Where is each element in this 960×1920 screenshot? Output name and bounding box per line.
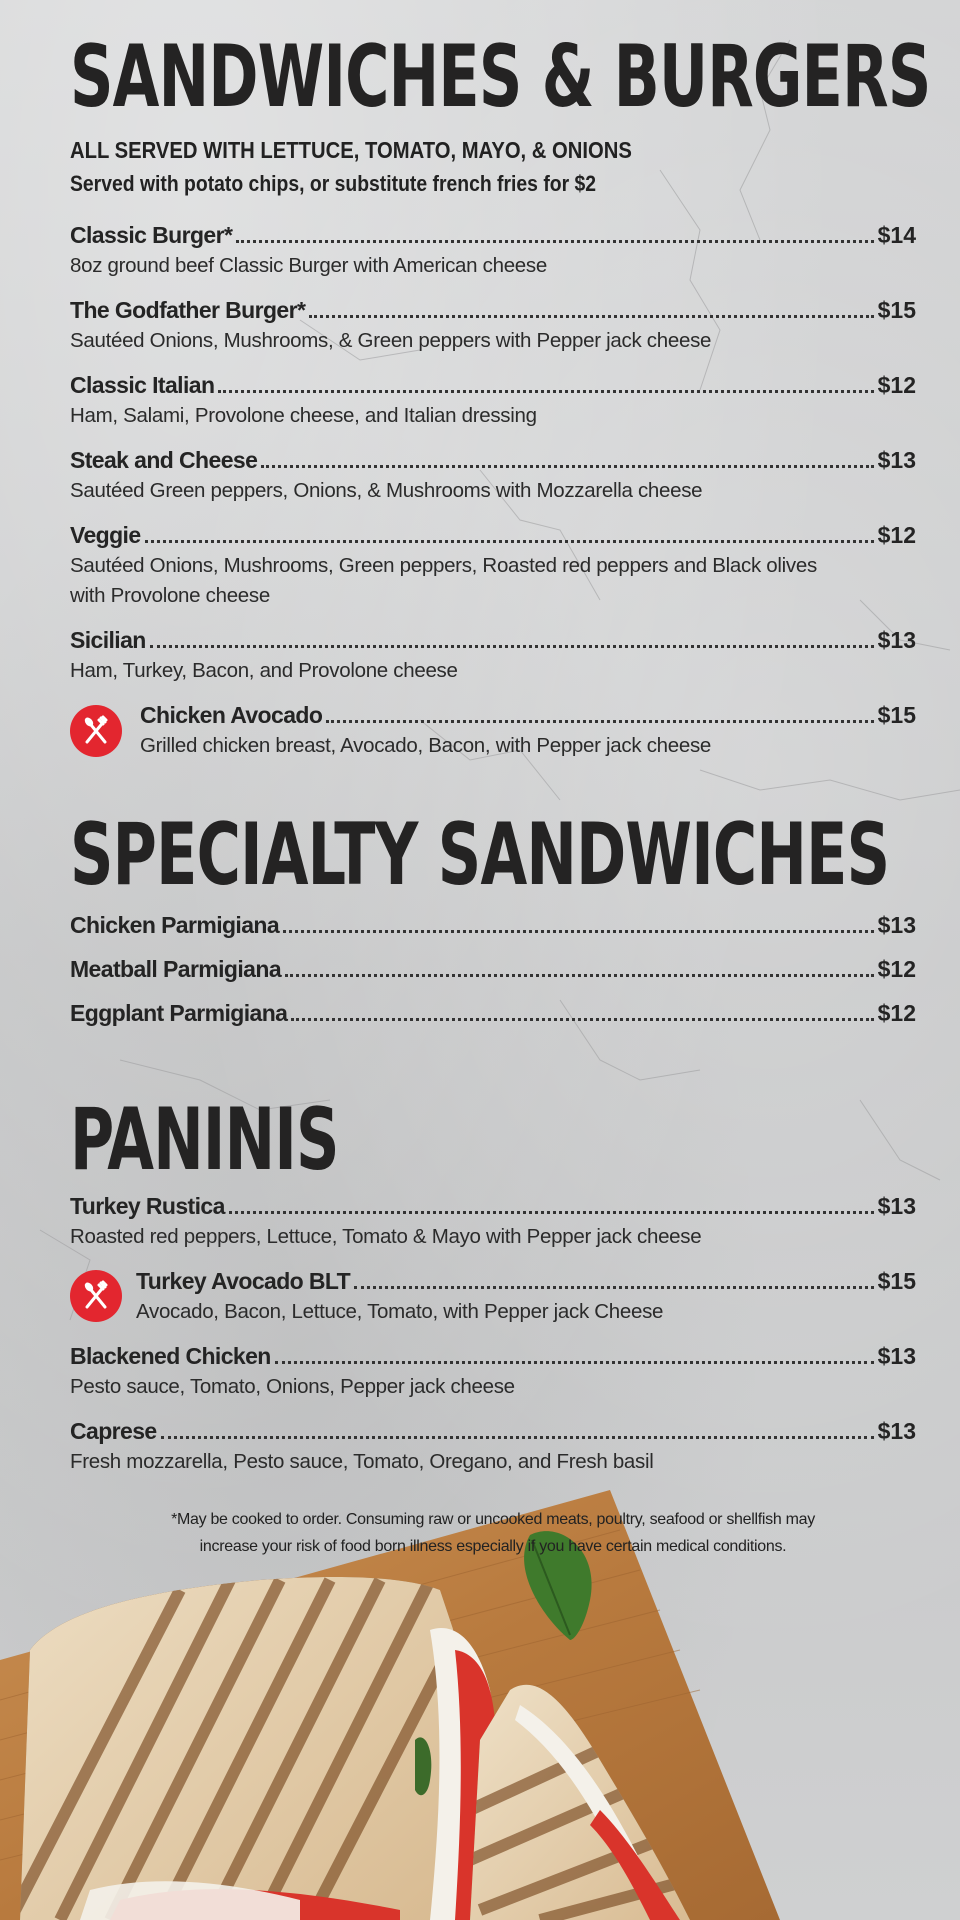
item-price: $12 (877, 522, 916, 548)
fork-knife-icon (70, 1270, 122, 1322)
item-price: $13 (877, 1343, 916, 1369)
item-name: Caprese (70, 1418, 157, 1444)
menu-item (70, 956, 916, 983)
section-subtitle-sides: Served with potato chips, or substitute french fries for $2 (70, 171, 597, 196)
item-description: Ham, Turkey, Bacon, and Provolone cheese (70, 659, 458, 682)
item-description: 8oz ground beef Classic Burger with American cheese (70, 254, 547, 277)
dot-leader (150, 645, 874, 648)
section-title-specialty: SPECIALTY SANDWICHES (70, 805, 890, 905)
item-description: Sautéed Onions, Mushrooms, & Green peppers with Pepper jack cheese (70, 329, 712, 352)
section-title-paninis: PANINIS (70, 1090, 339, 1190)
item-price: $13 (877, 447, 916, 473)
menu-item (70, 1343, 916, 1402)
item-description: Sautéed Onions, Mushrooms, Green peppers, Roasted red peppers and Black olives (70, 554, 817, 577)
item-name: Veggie (70, 522, 141, 548)
menu-item (70, 627, 916, 686)
dot-leader (283, 930, 874, 933)
food-safety-footnote (70, 1506, 916, 1560)
menu-item (70, 522, 916, 611)
item-name: Steak and Cheese (70, 447, 258, 473)
dot-leader (309, 315, 873, 318)
item-description: Pesto sauce, Tomato, Onions, Pepper jack cheese (70, 1375, 515, 1398)
menu-item (70, 372, 916, 431)
item-name: Eggplant Parmigiana (70, 1000, 288, 1026)
item-name: Classic Italian (70, 372, 215, 398)
item-name: The Godfather Burger* (70, 297, 306, 323)
dot-leader (218, 390, 873, 393)
dot-leader (275, 1361, 874, 1364)
menu-item (70, 1193, 916, 1252)
footnote-line-2: increase your risk of food born illness especially if you have certain medical conditions. (199, 1538, 787, 1555)
dot-leader (229, 1211, 874, 1214)
item-price: $15 (877, 297, 916, 323)
item-price: $13 (877, 912, 916, 938)
item-price: $13 (877, 1193, 916, 1219)
menu-item (70, 1000, 916, 1027)
item-description: Sautéed Green peppers, Onions, & Mushrooms with Mozzarella cheese (70, 479, 703, 502)
item-name: Chicken Avocado (140, 702, 323, 728)
dot-leader (161, 1436, 874, 1439)
dot-leader (291, 1018, 873, 1021)
item-description: Grilled chicken breast, Avocado, Bacon, with Pepper jack cheese (140, 734, 711, 757)
dot-leader (326, 720, 873, 723)
item-price: $14 (877, 222, 916, 248)
menu-item (70, 297, 916, 356)
dot-leader (354, 1286, 874, 1289)
item-description-continued: with Provolone cheese (70, 584, 270, 607)
dot-leader (285, 974, 874, 977)
item-name: Classic Burger* (70, 222, 233, 248)
item-name: Turkey Rustica (70, 1193, 225, 1219)
item-price: $15 (877, 702, 916, 728)
item-description: Ham, Salami, Provolone cheese, and Italian dressing (70, 404, 537, 427)
section-title-sandwiches: SANDWICHES & BURGERS (70, 27, 931, 127)
dot-leader (236, 240, 873, 243)
menu-item (70, 1418, 916, 1477)
item-name: Meatball Parmigiana (70, 956, 282, 982)
item-price: $12 (877, 956, 916, 982)
fork-knife-icon (70, 705, 122, 757)
item-price: $12 (877, 372, 916, 398)
item-price: $13 (877, 1418, 916, 1444)
item-name: Blackened Chicken (70, 1343, 271, 1369)
dot-leader (261, 465, 873, 468)
menu-item (70, 222, 916, 281)
item-price: $12 (877, 1000, 916, 1026)
menu-item (70, 912, 916, 939)
menu-item (136, 1268, 916, 1327)
item-price: $15 (877, 1268, 916, 1294)
menu-item (70, 447, 916, 506)
item-description: Fresh mozzarella, Pesto sauce, Tomato, Oregano, and Fresh basil (70, 1450, 654, 1473)
item-name: Chicken Parmigiana (70, 912, 280, 938)
item-name: Sicilian (70, 627, 146, 653)
footnote-line-1: *May be cooked to order. Consuming raw or uncooked meats, poultry, seafood or shellfish may (171, 1511, 815, 1528)
section-subtitle-included: ALL SERVED WITH LETTUCE, TOMATO, MAYO, & ONIONS (70, 137, 632, 163)
item-description: Avocado, Bacon, Lettuce, Tomato, with Pepper jack Cheese (136, 1300, 664, 1323)
item-description: Roasted red peppers, Lettuce, Tomato & Mayo with Pepper jack cheese (70, 1225, 702, 1248)
menu-item (140, 702, 916, 761)
item-price: $13 (877, 627, 916, 653)
dot-leader (145, 540, 874, 543)
item-name: Turkey Avocado BLT (136, 1268, 351, 1294)
